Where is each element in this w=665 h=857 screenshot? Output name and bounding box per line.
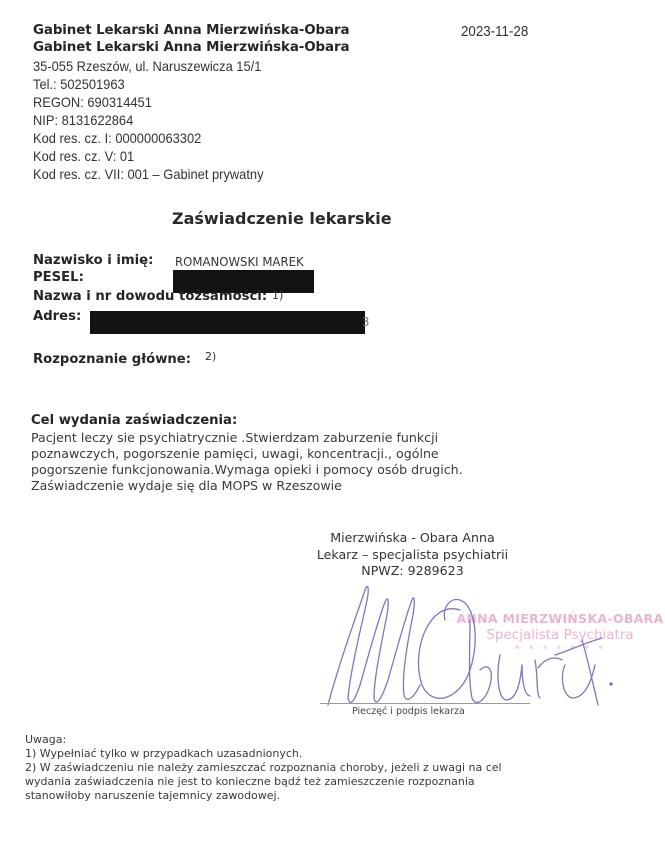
handwritten-signature-icon (310, 580, 630, 720)
address-label: Adres: (33, 309, 82, 324)
address-visible-tail: 3 (362, 314, 370, 329)
code-part-7: Kod res. cz. VII: 001 – Gabinet prywatny (33, 166, 264, 182)
clinic-regon: REGON: 690314451 (33, 94, 152, 110)
patient-name-value: ROMANOWSKI MAREK (175, 254, 304, 269)
stamp-line-1: ANNA MIERZWIŃSKA-OBARA (456, 611, 664, 626)
signature-label: Pieczęć i podpis lekarza (352, 706, 465, 717)
clinic-phone: Tel.: 502501963 (33, 76, 125, 92)
purpose-label: Cel wydania zaświadczenia: (31, 413, 238, 428)
doctor-name: Mierzwińska - Obara Anna (330, 530, 495, 545)
clinic-nip: NIP: 8131622864 (33, 112, 134, 128)
doctor-stamp: ANNA MIERZWIŃSKA-OBARA Specjalista Psychiatra • • • • • • • (456, 611, 664, 654)
note-line: wydania zaświadczenia nie jest to konieczne bądź też zamieszczenie rozpoznania (25, 775, 475, 788)
diagnosis-footnote-marker: 2) (205, 350, 217, 363)
document-title: Zaświadczenie lekarskie (172, 209, 392, 228)
purpose-line: poznawczych, pogorszenie pamięci, uwagi, koncentracji., ogólne (31, 446, 439, 461)
stamp-line-2: Specjalista Psychiatra (486, 627, 634, 643)
clinic-name-line-1: Gabinet Lekarski Anna Mierzwińska-Obara (33, 23, 350, 38)
address-redaction (90, 311, 365, 334)
clinic-address: 35-055 Rzeszów, ul. Naruszewicza 15/1 (33, 58, 262, 74)
diagnosis-label: Rozpoznanie główne: (33, 352, 191, 367)
id-footnote-marker: 1) (272, 289, 284, 302)
pesel-label: PESEL: (33, 270, 84, 285)
note-line: 1) Wypełniać tylko w przypadkach uzasadnionych. (25, 747, 303, 760)
clinic-name-line-2: Gabinet Lekarski Anna Mierzwińska-Obara (33, 40, 350, 55)
signature-line (320, 703, 530, 704)
doctor-npwz: NPWZ: 9289623 (361, 563, 464, 578)
doctor-block (300, 530, 525, 580)
notes-heading: Uwaga: (25, 733, 67, 746)
purpose-line: Zaświadczenie wydaje się dla MOPS w Rzeszowie (31, 478, 342, 493)
purpose-line: pogorszenie funkcjonowania.Wymaga opieki i pomocy osób drugich. (31, 462, 463, 477)
patient-name-label: Nazwisko i imię: (33, 253, 154, 268)
note-line: stanowiłoby naruszenie tajemnicy zawodowej. (25, 789, 281, 802)
note-line: 2) W zaświadczeniu nie należy zamieszczać rozpoznania choroby, jeżeli z uwagi na cel (25, 761, 502, 774)
notes-section (25, 733, 502, 803)
code-part-1: Kod res. cz. I: 000000063302 (33, 130, 202, 146)
doctor-specialty: Lekarz – specjalista psychiatrii (316, 546, 509, 562)
code-part-5: Kod res. cz. V: 01 (33, 148, 135, 164)
purpose-line: Pacjent leczy sie psychiatrycznie .Stwierdzam zaburzenie funkcji (31, 430, 439, 445)
document-date: 2023-11-28 (461, 24, 529, 40)
id-document-label: Nazwa i nr dowodu tożsamości: (33, 289, 268, 304)
purpose-text (31, 430, 463, 494)
